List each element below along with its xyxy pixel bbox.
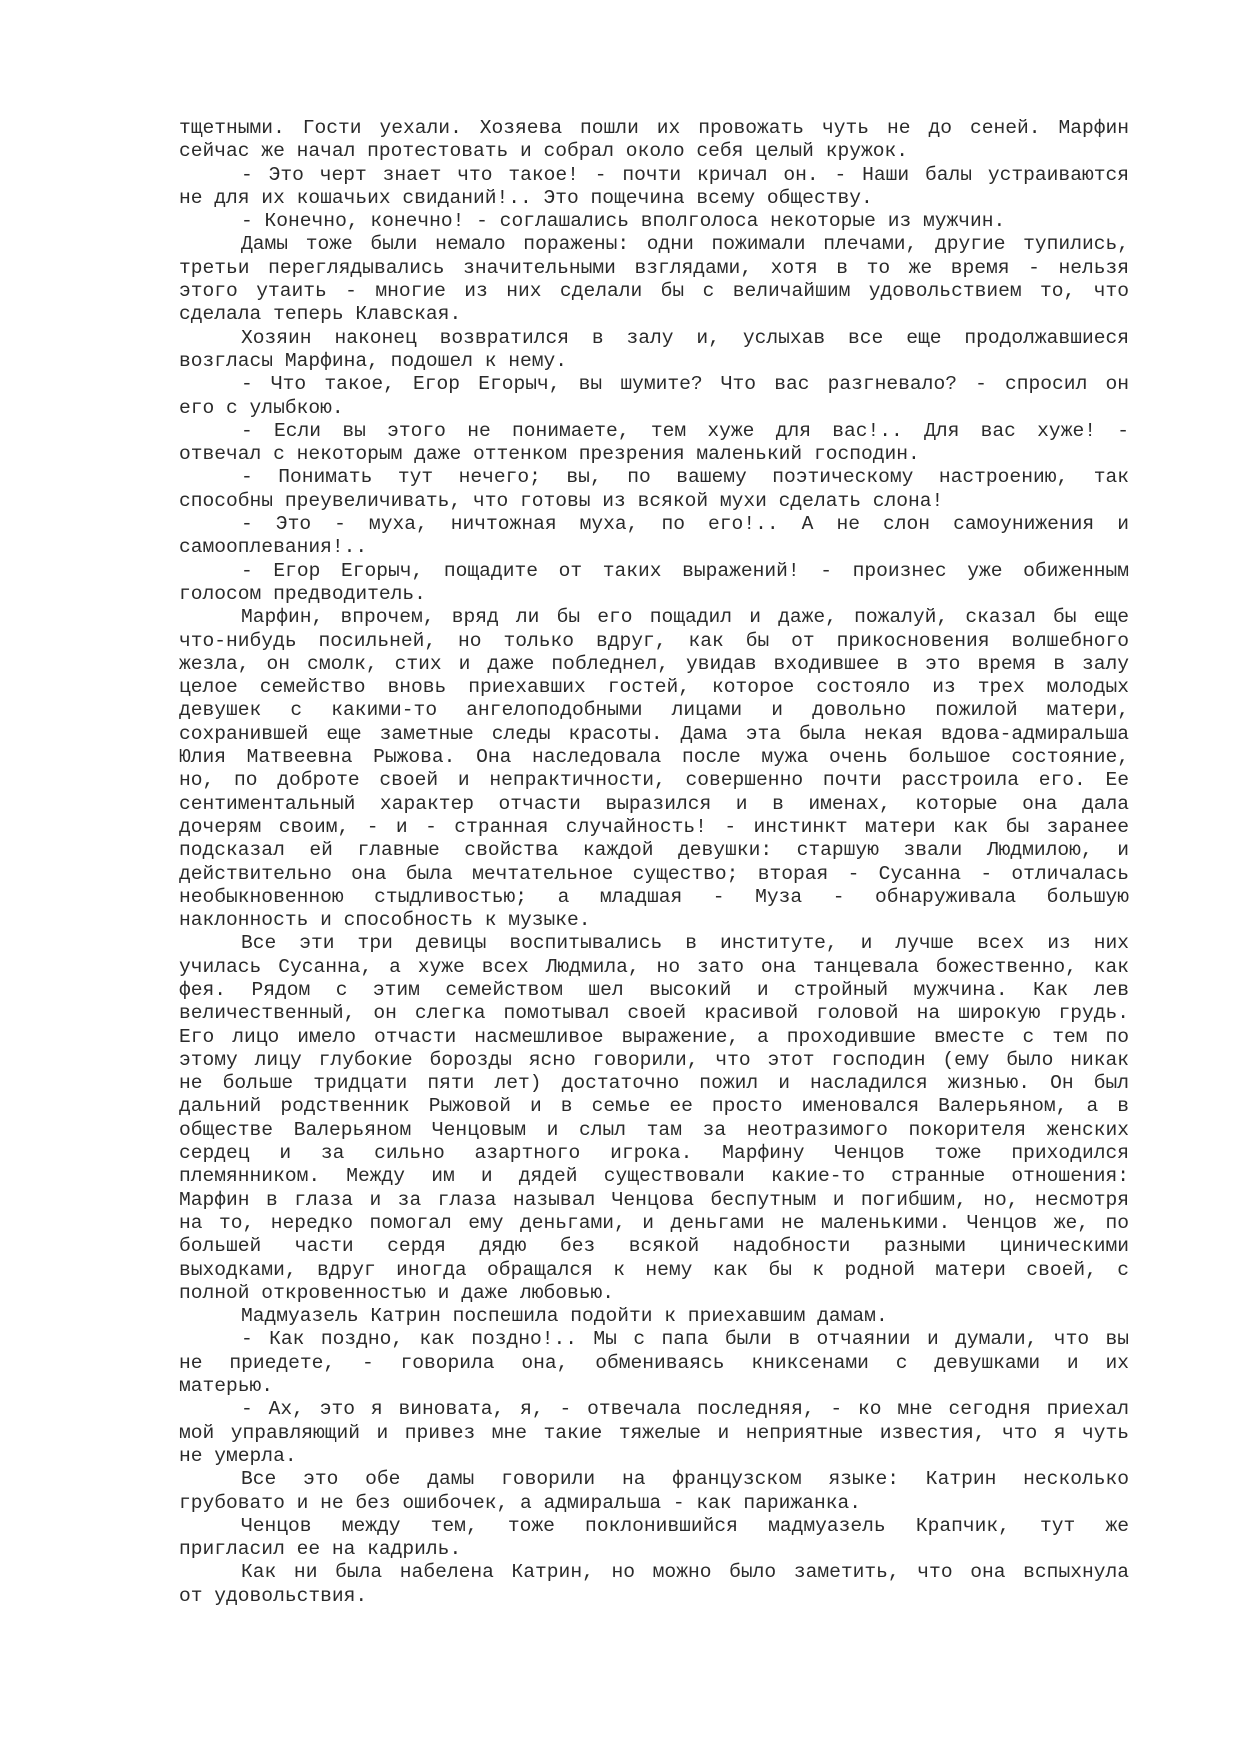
text-line: - Если вы этого не понимаете, тем хуже для вас!.. Для вас хуже! - <box>241 419 1129 442</box>
text-line: - Конечно, конечно! - соглашались вполголоса некоторые из мужчин. <box>241 210 1006 233</box>
text-line: этому лицу глубокие борозды ясно говорили, что этот господин (ему было никак <box>179 1048 1129 1071</box>
text-line: наклонность и способность к музыке. <box>179 909 591 932</box>
body-text <box>179 117 1129 1608</box>
text-line: не больше тридцати пяти лет) достаточно пожил и насладился жизнью. Он был <box>179 1072 1129 1095</box>
text-line: - Егор Егорыч, пощадите от таких выражений! - произнес уже обиженным <box>241 559 1129 582</box>
text-line: способны преувеличивать, что готовы из всякой мухи сделать слона! <box>179 489 944 512</box>
text-line: матерью. <box>179 1375 274 1398</box>
text-line: Все это обе дамы говорили на французском языке: Катрин несколько <box>241 1468 1129 1491</box>
text-line: сентиментальный характер отчасти выразился и в именах, которые она дала <box>179 792 1129 815</box>
text-line: сейчас же начал протестовать и собрал около себя целый кружок. <box>179 140 909 163</box>
text-line: но, по доброте своей и непрактичности, совершенно почти расстроила его. Ее <box>179 769 1129 792</box>
text-line: подсказал ей главные свойства каждой девушки: старшую звали Людмилою, и <box>179 839 1129 862</box>
text-line: училась Сусанна, а хуже всех Людмила, но зато она танцевала божественно, как <box>179 955 1129 978</box>
text-line: Как ни была набелена Катрин, но можно было заметить, что она вспыхнула <box>241 1561 1129 1584</box>
text-line: действительно она была мечтательное существо; вторая - Сусанна - отличалась <box>179 862 1129 885</box>
text-line: необыкновенною стыдливостью; а младшая - Муза - обнаруживала большую <box>179 885 1129 908</box>
text-line: сердец и за сильно азартного игрока. Марфину Ченцов тоже приходился <box>179 1142 1129 1165</box>
text-line: сохранившей еще заметные следы красоты. Дама эта была некая вдова-адмиральша <box>179 722 1129 745</box>
text-line: - Понимать тут нечего; вы, по вашему поэтическому настроению, так <box>241 466 1129 489</box>
text-line: фея. Рядом с этим семейством шел высокий и стройный мужчина. Как лев <box>179 978 1129 1001</box>
text-line: возгласы Марфина, подошел к нему. <box>179 349 568 372</box>
text-line: обществе Валерьяном Ченцовым и слыл там за неотразимого покорителя женских <box>179 1118 1129 1141</box>
text-line: дочерям своим, - и - странная случайность! - инстинкт матери как бы заранее <box>179 815 1129 838</box>
text-line: - Что такое, Егор Егорыч, вы шумите? Что вас разгневало? - спросил он <box>241 373 1129 396</box>
text-line: - Как поздно, как поздно!.. Мы с папа были в отчаянии и думали, что вы <box>241 1328 1129 1351</box>
text-line: отвечал с некоторым даже оттенком презрения маленький господин. <box>179 443 920 466</box>
text-line: Все эти три девицы воспитывались в институте, и лучше всех из них <box>241 932 1129 955</box>
text-line: что-нибудь посильней, но только вдруг, как бы от прикосновения волшебного <box>179 629 1129 652</box>
text-line: жезла, он смолк, стих и даже побледнел, увидав входившее в это время в залу <box>179 652 1129 675</box>
text-line: Хозяин наконец возвратился в залу и, услыхав все еще продолжавшиеся <box>241 326 1129 349</box>
text-line: мой управляющий и привез мне такие тяжелые и неприятные известия, что я чуть <box>179 1421 1129 1444</box>
text-line: не умерла. <box>179 1444 297 1467</box>
text-line: третьи переглядывались значительными взглядами, хотя в то же время - нельзя <box>179 256 1129 279</box>
text-line: грубовато и не без ошибочек, а адмиральша - как парижанка. <box>179 1491 861 1514</box>
text-line: не приедете, - говорила она, обмениваясь книксенами с девушками и их <box>179 1351 1129 1374</box>
text-line: сделала теперь Клавская. <box>179 303 462 326</box>
text-line: выходками, вдруг иногда обращался к нему как бы к родной матери своей, с <box>179 1258 1129 1281</box>
text-line: большей части сердя дядю без всякой надобности разными циническими <box>179 1235 1129 1258</box>
text-line: дальний родственник Рыжовой и в семье ее просто именовался Валерьяном, а в <box>179 1095 1129 1118</box>
text-line: племянником. Между им и дядей существовали какие-то странные отношения: <box>179 1165 1129 1188</box>
text-line: его с улыбкою. <box>179 396 344 419</box>
text-line: этого утаить - многие из них сделали бы с величайшим удовольствием то, что <box>179 280 1129 303</box>
text-line: величественный, он слегка помотывал своей красивой головой на широкую грудь. <box>179 1002 1129 1025</box>
text-line: на то, нередко помогал ему деньгами, и деньгами не маленькими. Ченцов же, по <box>179 1211 1129 1234</box>
text-line: - Это черт знает что такое! - почти кричал он. - Наши балы устраиваются <box>241 163 1129 186</box>
text-line: полной откровенностью и даже любовью. <box>179 1281 615 1304</box>
text-line: от удовольствия. <box>179 1584 368 1607</box>
text-line: Мадмуазель Катрин поспешила подойти к приехавшим дамам. <box>241 1305 888 1328</box>
text-line: тщетными. Гости уехали. Хозяева пошли их провожать чуть не до сеней. Марфин <box>179 117 1129 139</box>
text-line: Юлия Матвеевна Рыжова. Она наследовала после мужа очень большое состояние, <box>179 746 1129 769</box>
text-line: Ченцов между тем, тоже поклонившийся мадмуазель Крапчик, тут же <box>241 1514 1129 1537</box>
text-line: - Ах, это я виновата, я, - отвечала последняя, - ко мне сегодня приехал <box>241 1398 1129 1421</box>
text-line: целое семейство вновь приехавших гостей, которое состояло из трех молодых <box>179 676 1129 699</box>
text-line: Его лицо имело отчасти насмешливое выражение, а проходившие вместе с тем по <box>179 1025 1129 1048</box>
text-line: Дамы тоже были немало поражены: одни пожимали плечами, другие тупились, <box>241 233 1129 256</box>
text-line: девушек с какими-то ангелоподобными лицами и довольно пожилой матери, <box>179 699 1129 722</box>
text-line: самооплевания!.. <box>179 536 368 559</box>
text-line: пригласил ее на кадриль. <box>179 1538 462 1561</box>
text-line: Марфин, впрочем, вряд ли бы его пощадил и даже, пожалуй, сказал бы еще <box>241 606 1129 629</box>
text-line: Марфин в глаза и за глаза называл Ченцова беспутным и погибшим, но, несмотря <box>179 1188 1129 1211</box>
text-line: - Это - муха, ничтожная муха, по его!.. А не слон самоунижения и <box>241 513 1129 536</box>
text-line: не для их кошачьих свиданий!.. Это пощечина всему обществу. <box>179 186 873 209</box>
text-line: голосом предводитель. <box>179 582 426 605</box>
